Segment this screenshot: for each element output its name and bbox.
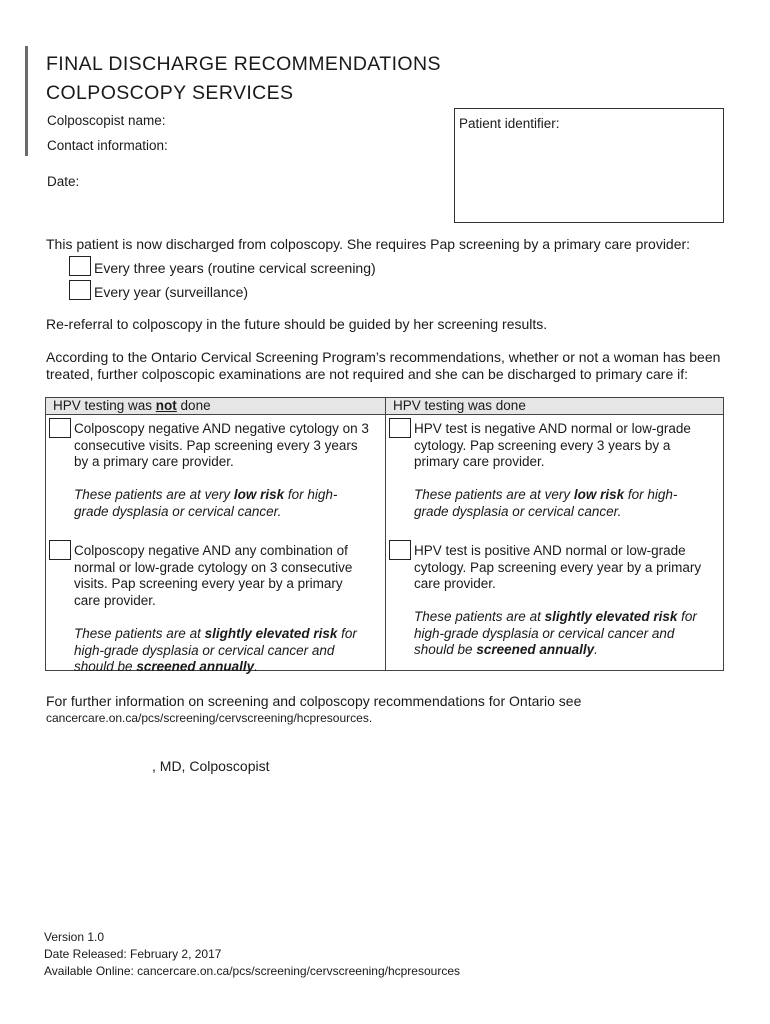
header-not-emphasis: not [155,398,177,413]
note-text: high-grade dysplasia or cervical cancer and [414,625,675,641]
patient-identifier-box[interactable] [454,108,724,223]
right-low-risk-checkbox[interactable] [389,418,411,438]
option-three-years-checkbox[interactable] [69,256,91,276]
footer-date-released: Date Released: February 2, 2017 [44,947,222,961]
left-item-2 [74,543,380,609]
contact-information-label: Contact information: [47,138,168,153]
note-text: for [337,626,357,641]
note-text: These patients are at very [414,487,574,502]
left-item-2-line: visits. Pap screening every year by a primary [74,576,343,592]
right-item-2 [414,543,714,593]
note-text: for high- [624,487,678,502]
note-text: . [254,659,258,675]
note-bold: screened annually [476,642,595,658]
left-item-2-line: normal or low-grade cytology on 3 consecutive [74,559,353,575]
date-label: Date: [47,174,80,189]
left-item-1-line: Colposcopy negative AND negative cytology on 3 [74,421,369,436]
right-note-low-risk [414,487,714,520]
note-bold: low risk [573,487,625,502]
right-elevated-risk-checkbox[interactable] [389,540,411,560]
left-elevated-risk-checkbox[interactable] [49,540,71,560]
right-note-elevated-risk [414,609,714,659]
right-item-2-line: HPV test is positive AND normal or low-grade [414,543,686,558]
footer-version: Version 1.0 [44,930,105,944]
note-text: high-grade dysplasia or cervical cancer and [74,642,335,658]
note-text: These patients are at very [74,487,234,502]
left-item-1 [74,421,380,471]
left-note-low-risk [74,487,380,520]
note-bold: screened annually [136,659,255,675]
form-subtitle: COLPOSCOPY SERVICES [46,82,294,104]
note-text: grade dysplasia or cervical cancer. [414,503,622,519]
note-bold: low risk [233,487,285,502]
note-text: grade dysplasia or cervical cancer. [74,503,282,519]
note-text: These patients are at [74,626,205,641]
note-bold: slightly elevated risk [544,609,678,624]
right-item-1 [414,421,714,471]
left-item-1-line: consecutive visits. Pap screening every 3 years [74,437,358,453]
note-text: should be [74,659,137,675]
left-column-cell [46,415,386,675]
left-item-2-line: care provider. [74,592,156,608]
margin-bar [25,46,28,156]
note-text: for high- [284,487,338,502]
option-every-year-label: Every year (surveillance) [94,284,249,300]
option-every-year-checkbox[interactable] [69,280,91,300]
header-hpv-not-done-pre: HPV testing was [53,398,156,413]
guidance-line-2: treated, further colposcopic examinations are not required and she can be discharged to primary care if: [46,366,689,382]
note-text: should be [414,642,477,658]
guidance-line-1: According to the Ontario Cervical Screening Program’s recommendations, whether or not a woman has been [46,349,721,365]
form-title: FINAL DISCHARGE RECOMMENDATIONS [46,53,441,75]
right-item-2-line: cytology. Pap screening every year by a primary [414,559,702,575]
note-text: for [677,609,697,624]
header-hpv-done: HPV testing was done [386,398,724,415]
header-hpv-not-done-post: done [176,398,211,413]
right-item-1-line: cytology. Pap screening every 3 years by a [414,437,671,453]
signature-line: , MD, Colposcopist [152,758,270,774]
right-item-1-line: HPV test is negative AND normal or low-grade [414,421,691,436]
right-column-cell [386,415,724,671]
rereferral-text: Re-referral to colposcopy in the future should be guided by her screening results. [46,316,548,332]
note-text: These patients are at [414,609,545,624]
note-text: . [594,642,598,658]
left-note-elevated-risk [74,626,380,676]
left-item-2-line: Colposcopy negative AND any combination of [74,543,348,558]
header-hpv-not-done [46,398,386,415]
further-info-link[interactable]: cancercare.on.ca/pcs/screening/cervscreening/hcpresources. [46,711,373,725]
colposcopist-name-label: Colposcopist name: [47,113,166,128]
note-bold: slightly elevated risk [204,626,338,641]
recommendations-table [45,397,724,675]
right-item-2-line: care provider. [414,576,496,592]
left-low-risk-checkbox[interactable] [49,418,71,438]
option-three-years-label: Every three years (routine cervical screening) [94,260,376,276]
patient-identifier-label: Patient identifier: [459,116,560,131]
discharge-intro: This patient is now discharged from colposcopy. She requires Pap screening by a primary care provider: [46,236,691,252]
footer-available-online: Available Online: cancercare.on.ca/pcs/screening/cervscreening/hcpresources [44,964,460,978]
left-item-1-line: by a primary care provider. [74,454,234,470]
further-info-text: For further information on screening and colposcopy recommendations for Ontario see [46,693,582,709]
right-item-1-line: primary care provider. [414,454,545,470]
